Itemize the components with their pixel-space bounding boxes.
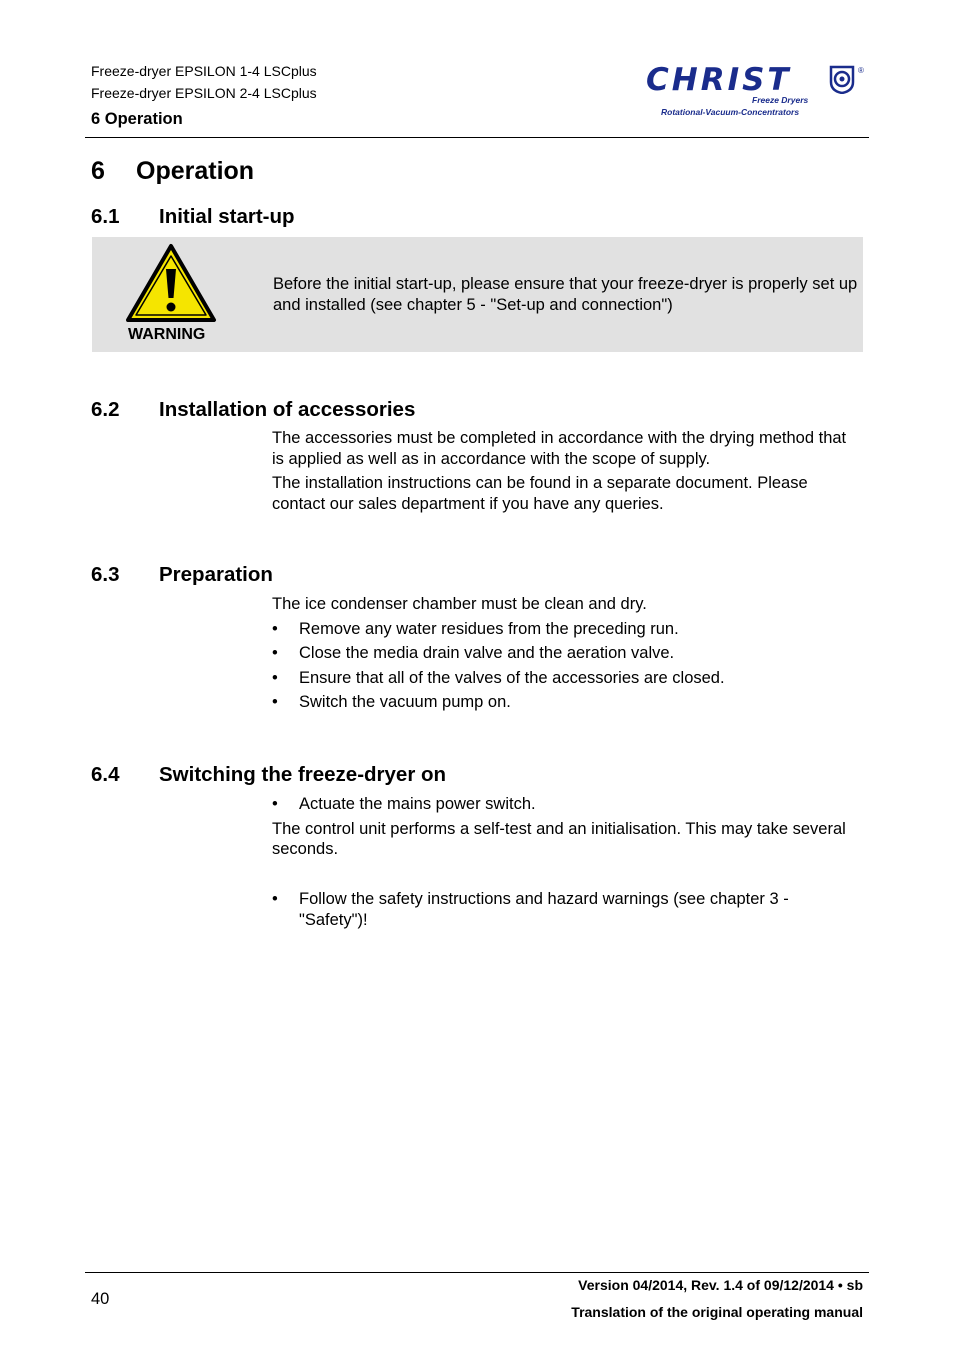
logo-wordmark: CHRIST xyxy=(646,62,792,98)
section-heading-6-2 xyxy=(91,398,791,424)
logo-emblem-icon xyxy=(828,64,856,94)
bullet-icon: • xyxy=(272,693,278,711)
section-title: Installation of accessories xyxy=(159,398,416,421)
footer-rule xyxy=(85,1272,869,1273)
bullet-icon: • xyxy=(272,644,278,662)
list-item xyxy=(272,794,862,815)
header-line-2: Freeze-dryer EPSILON 2-4 LSCplus xyxy=(91,85,317,101)
section-6-3-body xyxy=(272,594,862,717)
list-item-text: Follow the safety instructions and hazard warnings (see chapter 3 - "Safety")! xyxy=(299,890,789,929)
list-item-text: Close the media drain valve and the aeration valve. xyxy=(299,644,675,662)
bullet-icon: • xyxy=(272,890,278,908)
section-6-4-body xyxy=(272,794,862,864)
header-line-1: Freeze-dryer EPSILON 1-4 LSCplus xyxy=(91,63,317,79)
bullet-icon: • xyxy=(272,795,278,813)
section-6-2-body xyxy=(272,428,862,518)
christ-logo xyxy=(640,60,870,120)
footer-version: Version 04/2014, Rev. 1.4 of 09/12/2014 • sb xyxy=(578,1277,863,1293)
logo-tagline-2: Rotational-Vacuum-Concentrators xyxy=(661,107,800,117)
footer-translation: Translation of the original operating manual xyxy=(571,1304,863,1320)
chapter-heading xyxy=(91,157,791,189)
bullet-icon: • xyxy=(272,619,278,638)
list-item-text: Switch the vacuum pump on. xyxy=(299,693,511,711)
section-title: Switching the freeze-dryer on xyxy=(159,763,447,786)
header-rule xyxy=(85,137,869,138)
warning-text: Before the initial start-up, please ensure that your freeze-dryer is properly set up and installed (see chapter 5 - "Set-up and connection") xyxy=(273,275,858,314)
section-number: 6.3 xyxy=(91,563,120,586)
section-number: 6.2 xyxy=(91,398,120,421)
list-item xyxy=(272,668,862,689)
warning-triangle-icon xyxy=(125,243,217,323)
list-item xyxy=(272,619,862,640)
chapter-number: 6 xyxy=(91,157,105,185)
section-heading-6-3 xyxy=(91,563,791,589)
section-heading-6-4 xyxy=(91,763,791,789)
page-number: 40 xyxy=(91,1290,110,1308)
section-number: 6.1 xyxy=(91,205,120,228)
section-heading-6-1 xyxy=(91,205,791,231)
safety-note xyxy=(272,889,832,934)
warning-label: WARNING xyxy=(128,326,206,343)
list-item-text: Actuate the mains power switch. xyxy=(299,795,536,813)
section-title: Initial start-up xyxy=(159,205,295,228)
logo-tagline-1: Freeze Dryers xyxy=(752,95,809,105)
paragraph: The installation instructions can be found in a separate document. Please contact our sales department if you have any queries. xyxy=(272,474,808,513)
list-item xyxy=(272,889,832,930)
section-number: 6.4 xyxy=(91,763,120,786)
registered-mark: ® xyxy=(858,66,864,75)
warning-box xyxy=(92,237,863,352)
header-section: 6 Operation xyxy=(91,110,183,128)
list-item-text: Ensure that all of the valves of the accessories are closed. xyxy=(299,668,725,687)
list-item xyxy=(272,643,862,664)
chapter-title: Operation xyxy=(136,157,255,185)
bullet-icon: • xyxy=(272,668,278,687)
list-item-text: Remove any water residues from the preceding run. xyxy=(299,619,679,638)
list-item xyxy=(272,692,862,713)
paragraph: The control unit performs a self-test and an initialisation. This may take several seconds. xyxy=(272,819,846,858)
paragraph: The accessories must be completed in accordance with the drying method that is applied as well as in accordance with the scope of supply. xyxy=(272,429,847,468)
section-title: Preparation xyxy=(159,563,273,586)
paragraph: The ice condenser chamber must be clean and dry. xyxy=(272,595,647,613)
